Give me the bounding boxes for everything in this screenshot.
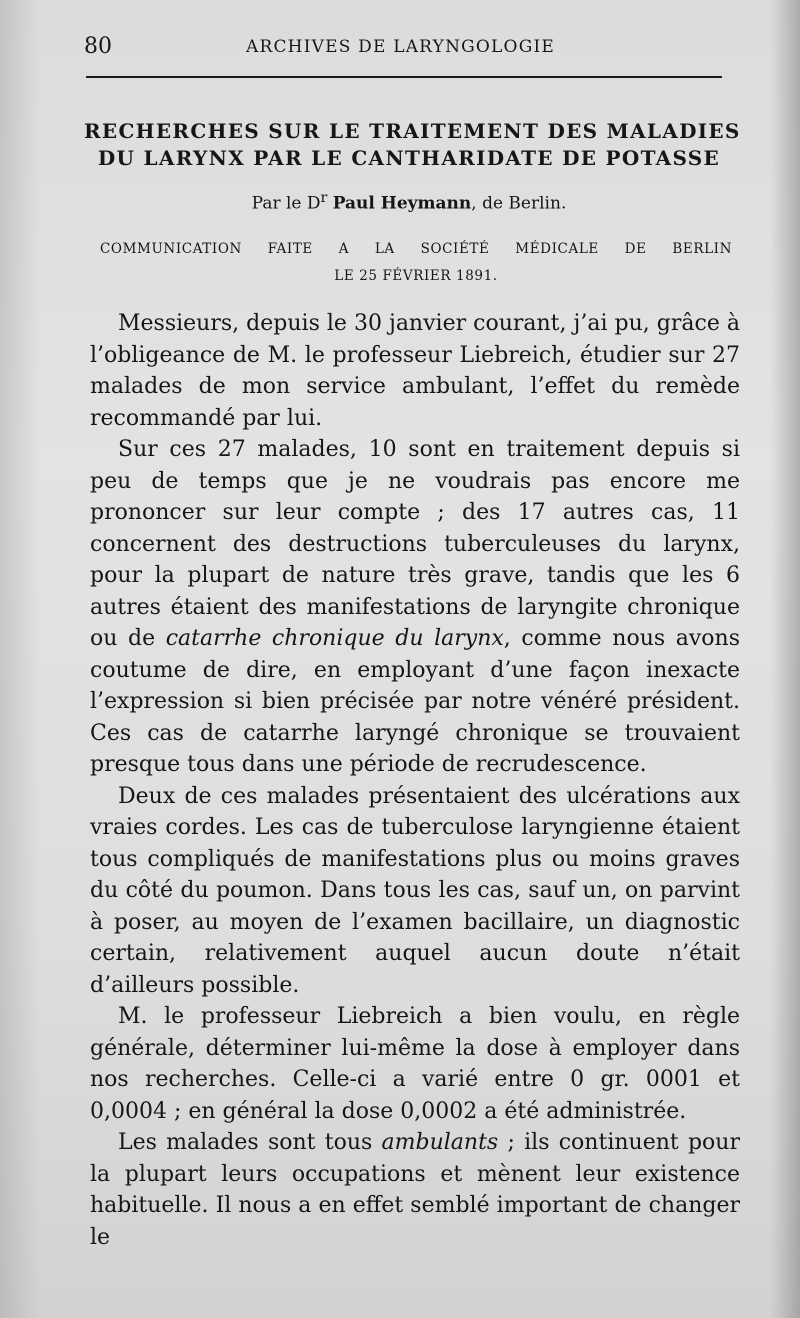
page-number: 80 [84, 34, 112, 59]
paragraph-5-text-a: Les malades sont tous [118, 1130, 382, 1155]
paragraph-2-text-a: Sur ces 27 malades, 10 sont en traitement depuis si peu de temps que je ne voudrais pas encore me prononcer sur leur compte ; des 17 autres cas, 11 concernent des destructions tuberculeuses du larynx, pour la plupart de nature très grave, tandis que les 6 autres étaient des manifestations de laryngite chronique ou de [90, 437, 740, 651]
article-title [84, 118, 741, 172]
page-edge-shadow [770, 0, 800, 1318]
running-head [84, 34, 724, 60]
header-rule [86, 76, 722, 78]
article-title-line-1: RECHERCHES SUR LE TRAITEMENT DES MALADIES [84, 119, 741, 143]
communication-note [100, 236, 732, 290]
paragraph-5-italic: ambulants [381, 1130, 499, 1155]
communication-line-1: COMMUNICATION FAITE A LA SOCIÉTÉ MÉDICALE DE BERLIN [100, 241, 732, 257]
paragraph-5 [90, 1127, 740, 1253]
paragraph-1: Messieurs, depuis le 30 janvier courant, j’ai pu, grâce à l’obligeance de M. le professeur Liebreich, étudier sur 27 malades de mon service ambulant, l’effet du remède recommandé par lui. [90, 311, 740, 431]
article-body [90, 308, 740, 1253]
paragraph-3: Deux de ces malades présentaient des ulcérations aux vraies cordes. Les cas de tuberculose laryngienne étaient tous compliqués de manifestations plus ou moins graves du côté du poumon. Dans tous les cas, sauf un, on parvint à poser, au moyen de l’examen bacillaire, un diagnostic certain, relativement auquel aucun doute n’était d’ailleurs possible. [90, 783, 740, 998]
paragraph-2-text-b: , comme nous avons coutume de dire, en employant d’une façon inexacte l’expression si bien précisée par notre vénéré président. Ces cas de catarrhe laryngé chronique se trouvaient presque tous dans une période de recrudescence. [90, 626, 740, 777]
paragraph-2-italic: catarrhe chronique du larynx [165, 626, 504, 651]
byline [84, 190, 734, 214]
byline-prefix-superscript: r [320, 190, 328, 206]
byline-suffix: , de Berlin. [471, 193, 567, 214]
author-name: Paul Heymann [332, 193, 472, 214]
page-gutter-shadow [0, 0, 40, 1318]
article-title-line-2: DU LARYNX PAR LE CANTHARIDATE DE POTASSE [97, 146, 721, 170]
paragraph-5-text-b: ; ils continuent pour la plupart leurs occupations et mènent leur existence habituelle. Il nous a en effet semblé important de changer le [90, 1130, 740, 1250]
journal-title: ARCHIVES DE LARYNGOLOGIE [246, 37, 555, 57]
byline-prefix: Par le D [251, 193, 321, 214]
paragraph-2 [90, 434, 740, 781]
communication-line-2: LE 25 FÉVRIER 1891. [334, 268, 498, 284]
paragraph-4: M. le professeur Liebreich a bien voulu, en règle générale, déterminer lui-même la dose à employer dans nos recherches. Celle-ci a varié entre 0 gr. 0001 et 0,0004 ; en général la dose 0,0002 a été administrée. [90, 1004, 740, 1124]
